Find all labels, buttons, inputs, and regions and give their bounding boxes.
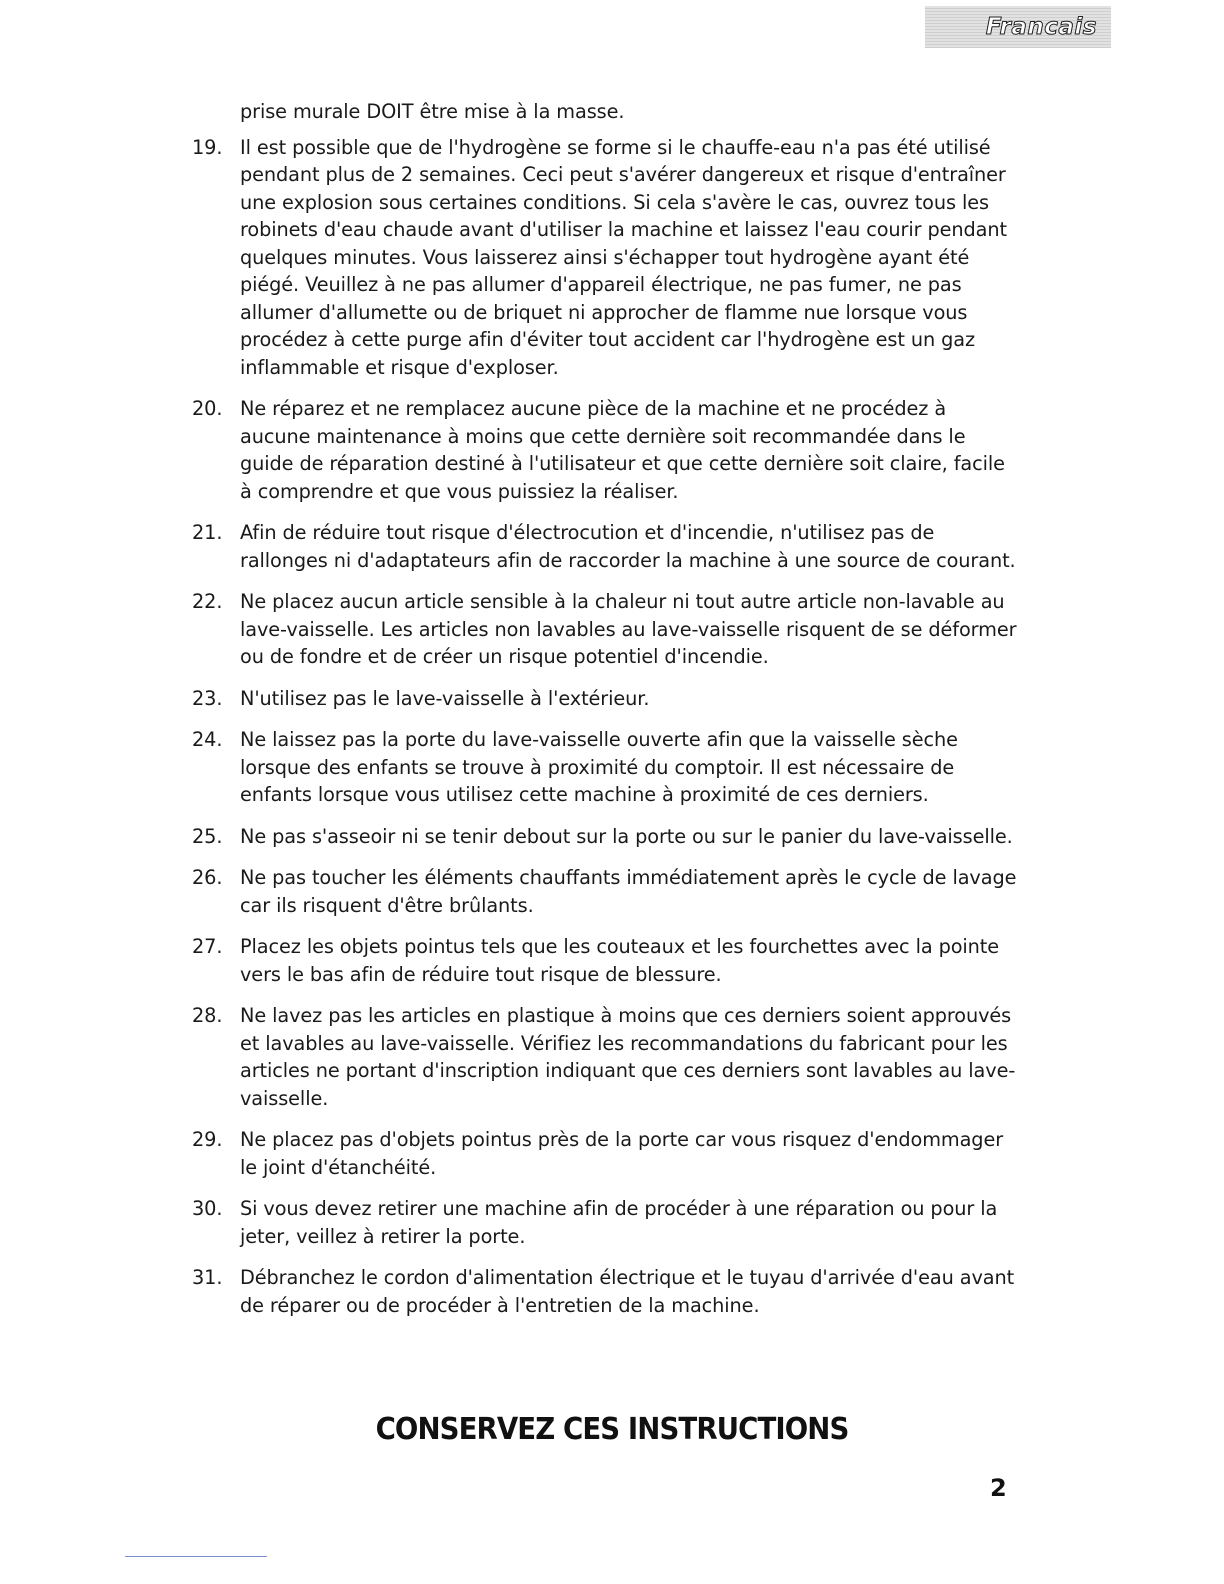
item-number: 27. <box>192 935 223 958</box>
list-item <box>192 1002 1022 1112</box>
item-text: Ne placez aucun article sensible à la chaleur ni tout autre article non-lavable au lave-vaisselle. Les articles non lavables au lave-vaisselle risquent de se déformer ou de fondre et de créer un risque potentiel d'incendie. <box>240 590 1017 668</box>
list-item <box>192 395 1022 505</box>
item-text: Débranchez le cordon d'alimentation électrique et le tuyau d'arrivée d'eau avant de réparer ou de procéder à l'entretien de la machine. <box>240 1266 1015 1317</box>
item-number: 20. <box>192 397 223 420</box>
item-text: Ne pas s'asseoir ni se tenir debout sur la porte ou sur le panier du lave-vaisselle. <box>240 824 1013 848</box>
item-number: 26. <box>192 866 223 889</box>
item-number: 31. <box>192 1266 223 1289</box>
item-text: Placez les objets pointus tels que les couteaux et les fourchettes avec la pointe vers le bas afin de réduire tout risque de blessure. <box>240 935 1000 986</box>
list-item <box>192 933 1022 988</box>
page-number: 2 <box>990 1474 1007 1502</box>
list-item <box>192 519 1022 574</box>
item-number: 28. <box>192 1004 223 1027</box>
continuation-text: prise murale DOIT être mise à la masse. <box>240 100 625 123</box>
list-item <box>192 1126 1022 1181</box>
item-text: N'utilisez pas le lave-vaisselle à l'extérieur. <box>240 686 650 710</box>
item-text: Ne laissez pas la porte du lave-vaisselle ouverte afin que la vaisselle sèche lorsque des enfants se trouve à proximité du comptoir. Il est nécessaire de enfants lorsque vous utilisez cette machine à proximité de ces derniers. <box>240 728 958 806</box>
item-text: Ne réparez et ne remplacez aucune pièce de la machine et ne procédez à aucune maintenance à moins que cette dernière soit recommandée dans le guide de réparation destiné à l'utilisateur et que cette dernière soit claire, facile à comprendre et que vous puissiez la réaliser. <box>240 397 1005 503</box>
list-item <box>192 1264 1022 1319</box>
bottom-divider <box>125 1556 267 1557</box>
item-number: 25. <box>192 824 223 848</box>
language-tab <box>925 6 1111 48</box>
list-item <box>192 864 1022 919</box>
item-number: 23. <box>192 686 223 710</box>
item-text: Ne pas toucher les éléments chauffants immédiatement après le cycle de lavage car ils risquent d'être brûlants. <box>240 866 1017 917</box>
item-text: Afin de réduire tout risque d'électrocution et d'incendie, n'utilisez pas de rallonges ni d'adaptateurs afin de raccorder la machine à une source de courant. <box>240 521 1016 572</box>
item-number: 22. <box>192 590 223 613</box>
item-number: 21. <box>192 521 223 544</box>
list-item <box>192 823 1022 851</box>
item-text: Ne placez pas d'objets pointus près de la porte car vous risquez d'endommager le joint d'étanchéité. <box>240 1128 1004 1179</box>
list-item <box>192 134 1022 382</box>
item-text: Ne lavez pas les articles en plastique à moins que ces derniers soient approuvés et lavables au lave-vaisselle. Vérifiez les recommandations du fabricant pour les articles ne portant d'inscription indiquant que ces derniers sont lavables au lave-vaisselle. <box>240 1004 1016 1110</box>
item-number: 30. <box>192 1197 223 1220</box>
list-item <box>192 1195 1022 1250</box>
instructions-list <box>192 98 1022 1333</box>
list-item <box>192 588 1022 671</box>
item-number: 29. <box>192 1128 223 1151</box>
item-text: Il est possible que de l'hydrogène se forme si le chauffe-eau n'a pas été utilisé pendant plus de 2 semaines. Ceci peut s'avérer dangereux et risque d'entraîner une explosion sous certaines conditions. Si cela s'avère le cas, ouvrez tous les robinets d'eau chaude avant d'utiliser la machine et laissez l'eau courir pendant quelques minutes. Vous laisserez ainsi s'échapper tout hydrogène ayant été piégé. Veuillez à ne pas allumer d'appareil électrique, ne pas fumer, ne pas allumer d'allumette ou de briquet ni approcher de flamme nue lorsque vous procédez à cette purge afin d'éviter tout accident car l'hydrogène est un gaz inflammable et risque d'exploser. <box>240 135 1007 379</box>
item-number: 24. <box>192 728 223 751</box>
footer-title: CONSERVEZ CES INSTRUCTIONS <box>375 1412 849 1447</box>
item-number: 19. <box>192 135 223 159</box>
list-item <box>192 726 1022 809</box>
language-tab-label: Francais <box>985 14 1097 40</box>
item-text: Si vous devez retirer une machine afin de procéder à une réparation ou pour la jeter, veillez à retirer la porte. <box>240 1197 998 1248</box>
list-item <box>192 685 1022 713</box>
